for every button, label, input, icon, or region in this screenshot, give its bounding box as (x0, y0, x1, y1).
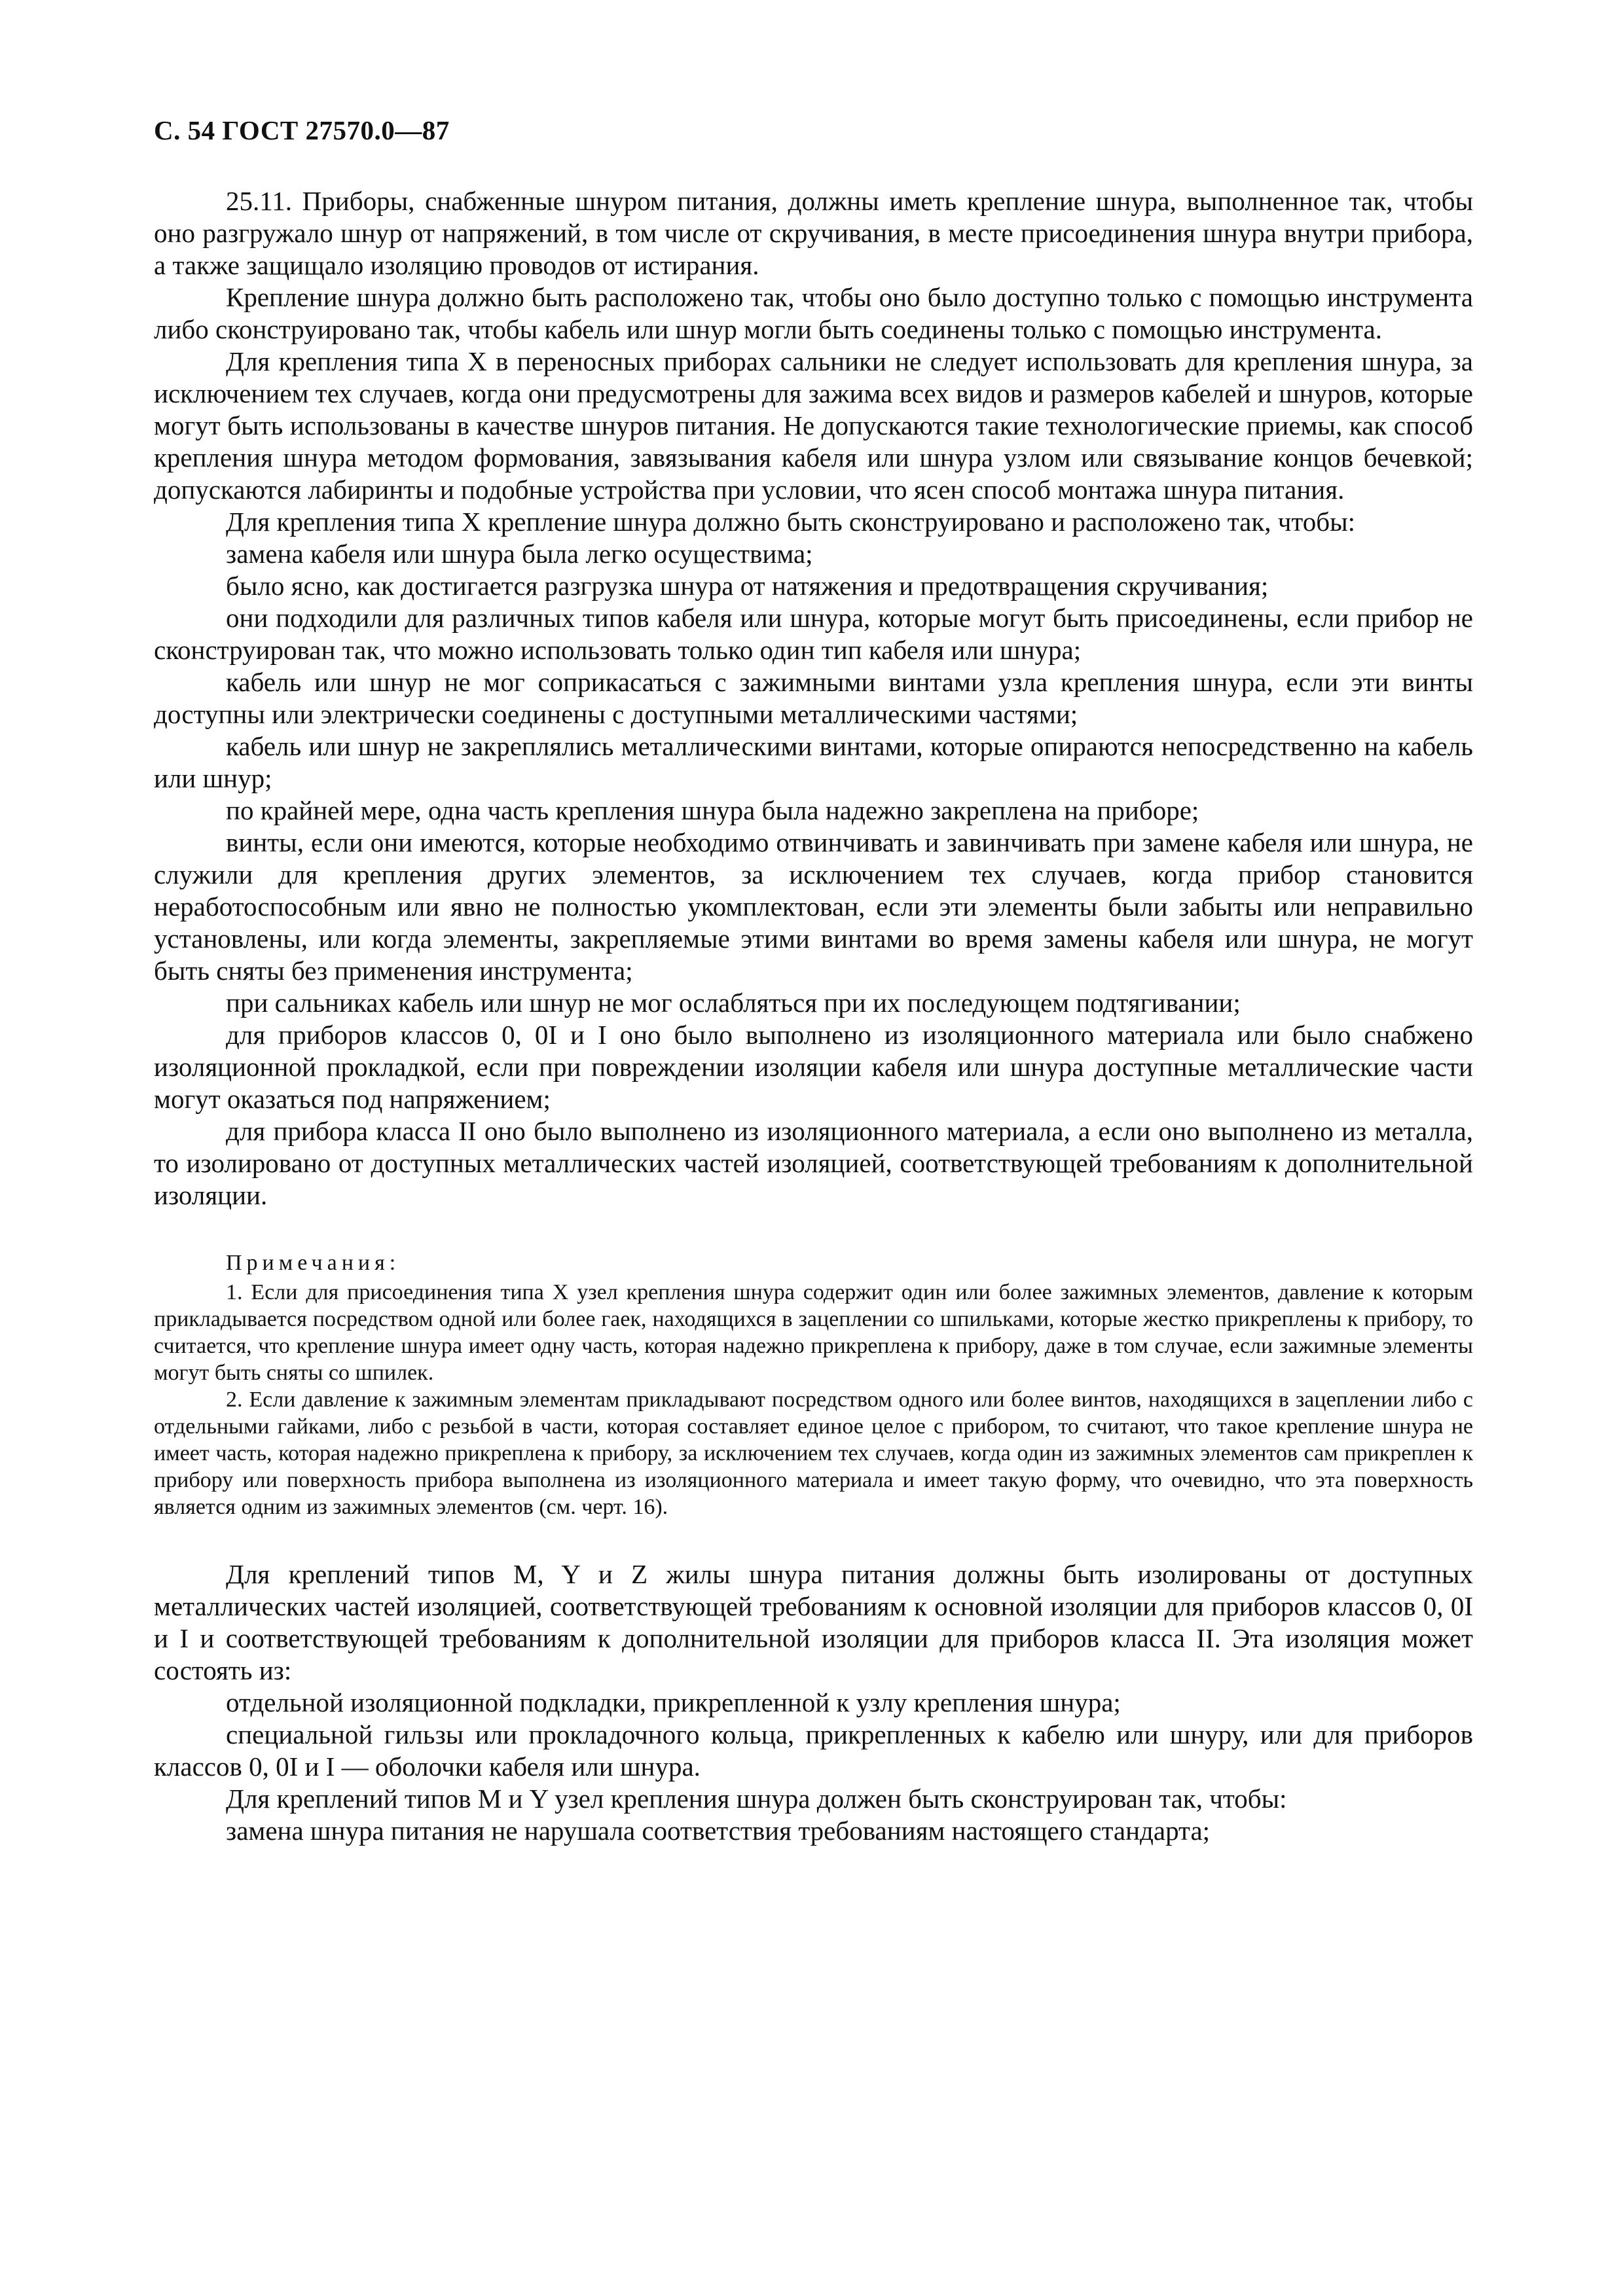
notes-block (154, 1249, 1473, 1520)
list-item: было ясно, как достигается разгрузка шнура от натяжения и предотвращения скручивания; (226, 571, 1269, 601)
note-item: 2. Если давление к зажимным элементам прикладывают посредством одного или более винтов, находящихся в зацеплении либо с отдельными гайками, либо с резьбой в части, которая составляет единое целое с прибором, то считают, что такое крепление шнура не имеет часть, которая надежно прикреплена к прибору, за исключением тех случаев, когда один из зажимных элементов сам прикреплен к прибору или поверхность прибора выполнена из изоляционного материала и имеет такую форму, что очевидно, что эта поверхность является одним из зажимных элементов (см. черт. 16). (154, 1388, 1473, 1519)
list-item: замена шнура питания не нарушала соответствия требованиям настоящего стандарта; (226, 1816, 1211, 1846)
paragraph: 25.11. Приборы, снабженные шнуром питания, должны иметь крепление шнура, выполненное так, чтобы оно разгружало шнур от напряжений, в том числе от скручивания, в месте присоединения шнура внутри прибора, а также защищало изоляцию проводов от истирания. (154, 186, 1473, 280)
list-item: кабель или шнур не закреплялись металлическими винтами, которые опираются непосредственно на кабель или шнур; (154, 731, 1473, 793)
notes-title: Примечания: (226, 1251, 401, 1275)
list-item: при сальниках кабель или шнур не мог ослабляться при их последующем подтягивании; (226, 988, 1241, 1018)
paragraph: Для крепления типа X в переносных приборах сальники не следует использовать для крепления шнура, за исключением тех случаев, когда они предусмотрены для зажима всех видов и размеров кабелей и шнуров, которые могут быть использованы в качестве шнуров питания. Не допускаются такие технологические приемы, как способ крепления шнура методом формования, завязывания кабеля или шнура узлом или связывание концов бечевкой; допускаются лабиринты и подобные устройства при условии, что ясен способ монтажа шнура питания. (154, 346, 1473, 505)
paragraph: Для креплений типов M, Y и Z жилы шнура питания должны быть изолированы от доступных металлических частей изоляцией, соответствующей требованиям к основной изоляции для приборов классов 0, 0I и I и соответствующей требованиям к дополнительной изоляции для приборов класса II. Эта изоляция может состоять из: (154, 1559, 1473, 1685)
paragraph: Крепление шнура должно быть расположено так, чтобы оно было доступно только с помощью инструмента либо сконструировано так, чтобы кабель или шнур могли быть соединены только с помощью инструмента. (154, 282, 1473, 344)
section-cord-anchorage-myz (154, 1558, 1473, 1847)
list-item: винты, если они имеются, которые необходимо отвинчивать и завинчивать при замене кабеля или шнура, не служили для крепления других элементов, за исключением тех случаев, когда прибор становится неработоспособным или явно не полностью укомплектован, если эти элементы были забыты или неправильно установлены, или когда элементы, закрепляемые этими винтами во время замены кабеля или шнура, не могут быть сняты без применения инструмента; (154, 827, 1473, 986)
list-item: они подходили для различных типов кабеля или шнура, которые могут быть присоединены, если прибор не сконструирован так, что можно использовать только один тип кабеля или шнура; (154, 603, 1473, 665)
note-item: 1. Если для присоединения типа X узел крепления шнура содержит один или более зажимных элементов, давление к которым прикладывается посредством одной или более гаек, находящихся в зацеплении со шпильками, которые жестко прикреплены к прибору, то считается, что крепление шнура имеет одну часть, которая надежно прикреплена к прибору, даже в том случае, если зажимные элементы могут быть сняты со шпилек. (154, 1280, 1473, 1385)
list-item: специальной гильзы или прокладочного кольца, прикрепленных к кабелю или шнуру, или для приборов классов 0, 0I и I — оболочки кабеля или шнура. (154, 1719, 1473, 1782)
paragraph: Для креплений типов M и Y узел крепления шнура должен быть сконструирован так, чтобы: (226, 1784, 1287, 1814)
list-item: по крайней мере, одна часть крепления шнура была надежно закреплена на приборе; (226, 795, 1199, 825)
list-item: кабель или шнур не мог соприкасаться с зажимными винтами узла крепления шнура, если эти винты доступны или электрически соединены с доступными металлическими частями; (154, 667, 1473, 729)
page-header: С. 54 ГОСТ 27570.0—87 (154, 115, 450, 145)
document-page (154, 115, 1473, 1847)
list-item: для приборов классов 0, 0I и I оно было выполнено из изоляционного материала или было снабжено изоляционной прокладкой, если при повреждении изоляции кабеля или шнура доступные металлические части могут оказаться под напряжением; (154, 1020, 1473, 1114)
section-25-11 (154, 185, 1473, 1211)
list-item: отдельной изоляционной подкладки, прикрепленной к узлу крепления шнура; (226, 1687, 1121, 1717)
paragraph: Для крепления типа X крепление шнура должно быть сконструировано и расположено так, чтобы: (226, 507, 1356, 537)
list-item: для прибора класса II оно было выполнено из изоляционного материала, а если оно выполнено из металла, то изолировано от доступных металлических частей изоляцией, соответствующей требованиям к дополнительной изоляции. (154, 1116, 1473, 1210)
list-item: замена кабеля или шнура была легко осуществима; (226, 539, 813, 569)
